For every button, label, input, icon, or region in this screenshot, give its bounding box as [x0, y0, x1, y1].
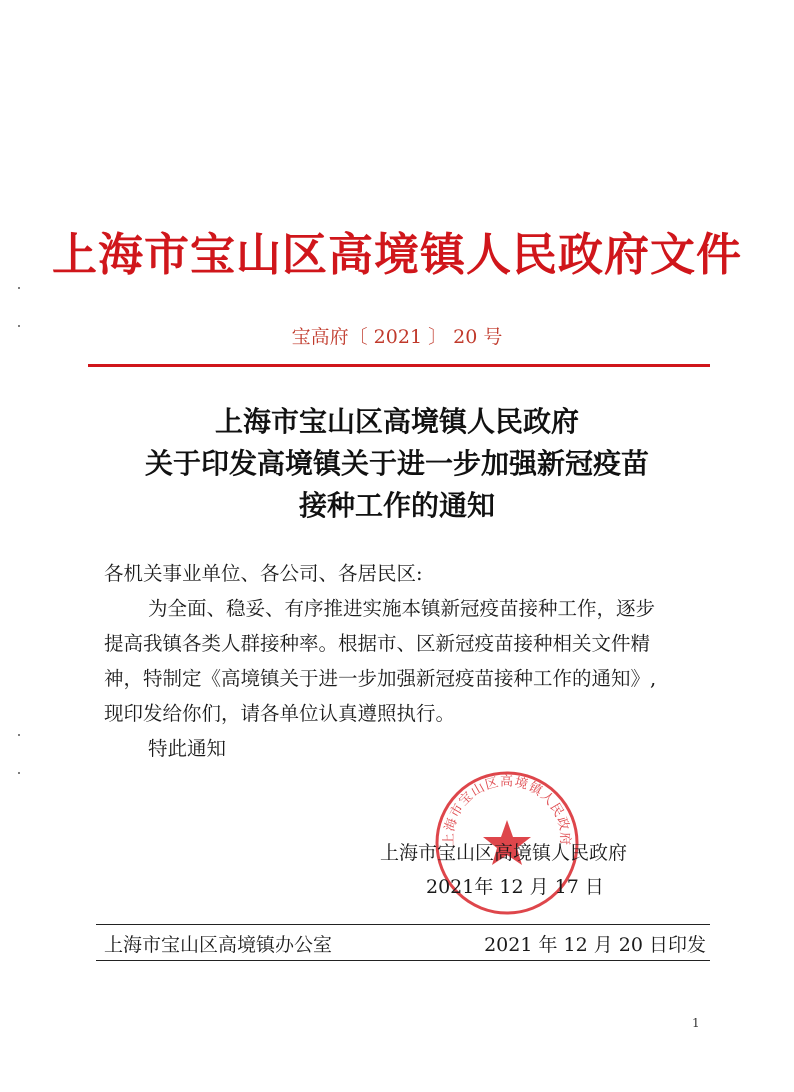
- footer-top-rule: [96, 924, 710, 925]
- header-red-rule: [88, 364, 710, 367]
- document-title-line-3: 接种工作的通知: [298, 489, 495, 522]
- body-line-2: 提高我镇各类人群接种率。根据市、区新冠疫苗接种相关文件精: [104, 632, 651, 655]
- document-number: 宝高府〔 2021 〕 20 号: [291, 326, 503, 348]
- body-line-3: 神，特制定《高境镇关于进一步加强新冠疫苗接种工作的通知》,: [104, 667, 657, 690]
- issue-date: 2021年 12 月 17 日: [426, 876, 604, 898]
- body-line-4: 现印发给你们，请各单位认真遵照执行。: [104, 702, 456, 725]
- scan-mark: [18, 325, 20, 327]
- scan-mark: [18, 287, 20, 289]
- scan-mark: [18, 772, 20, 774]
- svg-text:上海市宝山区高境镇人民政府: 上海市宝山区高境镇人民政府: [441, 774, 573, 847]
- print-date: 2021 年 12 月 20 日印发: [484, 934, 706, 956]
- closing-text: 特此通知: [148, 737, 227, 760]
- salutation: 各机关事业单位、各公司、各居民区:: [104, 562, 423, 585]
- issuer-signature: 上海市宝山区高境镇人民政府: [380, 842, 628, 864]
- document-header-title: 上海市宝山区高境镇人民政府文件: [51, 228, 742, 281]
- document-title-line-1: 上海市宝山区高境镇人民政府: [214, 405, 579, 438]
- scan-mark: [18, 734, 20, 736]
- issuing-office: 上海市宝山区高境镇办公室: [104, 934, 333, 956]
- body-line-1: 为全面、稳妥、有序推进实施本镇新冠疫苗接种工作，逐步: [148, 597, 656, 620]
- document-title-line-2: 关于印发高境镇关于进一步加强新冠疫苗: [144, 447, 649, 480]
- page-number: 1: [692, 1016, 700, 1030]
- footer-bottom-rule: [96, 960, 710, 961]
